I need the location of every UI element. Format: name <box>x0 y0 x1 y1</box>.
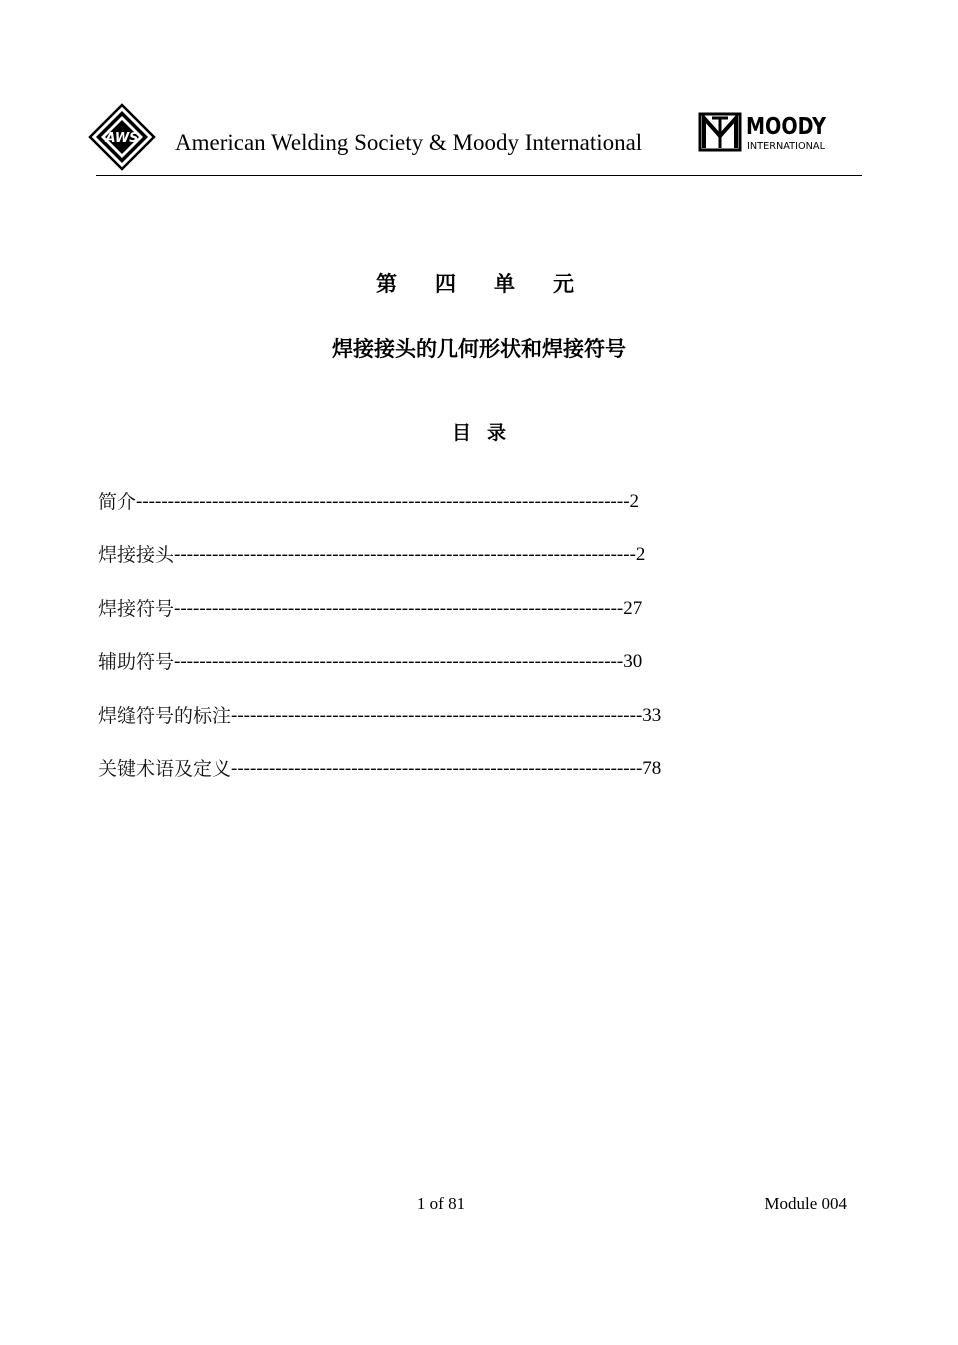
toc-entry-leader: ------------------------------------------------------------------------------ <box>136 491 630 512</box>
page-header <box>0 0 950 180</box>
module-label: Module 004 <box>764 1194 847 1213</box>
toc-entry-label: 焊缝符号的标注 <box>98 704 232 727</box>
toc-entry-leader: ------------------------------------------------------------------------- <box>174 544 636 566</box>
toc-entry-label: 焊接符号 <box>98 597 175 620</box>
aws-logo-text: AWS <box>105 131 139 146</box>
toc-entry-key-terms[interactable] <box>98 755 758 808</box>
toc-entry-page: 33 <box>642 704 662 726</box>
page-indicator: 1 of 81 <box>416 1194 466 1213</box>
toc-entry-page: 78 <box>642 757 662 779</box>
toc-entry-label: 焊接接头 <box>98 544 175 567</box>
toc-entry-intro[interactable] <box>98 488 758 541</box>
header-divider <box>96 175 862 176</box>
toc-entry-weld-joints[interactable] <box>98 541 758 594</box>
toc-entry-leader: ----------------------------------------------------------------- <box>231 757 643 779</box>
header-title: American Welding Society & Moody International <box>175 130 643 155</box>
toc-entry-symbol-notation[interactable] <box>98 702 758 755</box>
toc-entry-leader: ----------------------------------------------------------------- <box>231 704 643 726</box>
toc-entry-label: 辅助符号 <box>98 651 175 674</box>
moody-logo <box>698 110 830 154</box>
toc-entry-page: 2 <box>629 491 640 512</box>
unit-title: 第四单元 <box>376 272 612 296</box>
toc-entry-supplementary-symbols[interactable] <box>98 648 758 701</box>
toc-entry-leader: ----------------------------------------------------------------------- <box>174 597 624 619</box>
moody-logo-sub: INTERNATIONAL <box>747 141 826 152</box>
table-of-contents <box>98 488 758 808</box>
toc-entry-weld-symbols[interactable] <box>98 595 758 648</box>
moody-logo-name: MOODY <box>746 114 827 140</box>
toc-entry-label: 简介 <box>98 491 137 513</box>
toc-entry-label: 关键术语及定义 <box>98 757 232 780</box>
toc-entry-page: 2 <box>635 544 646 566</box>
toc-heading: 目录 <box>451 422 522 444</box>
toc-entry-page: 30 <box>623 651 643 673</box>
toc-entry-page: 27 <box>623 597 643 619</box>
aws-logo <box>88 103 156 171</box>
toc-entry-leader: ----------------------------------------------------------------------- <box>174 651 624 673</box>
module-subtitle: 焊接接头的几何形状和焊接符号 <box>332 337 626 361</box>
